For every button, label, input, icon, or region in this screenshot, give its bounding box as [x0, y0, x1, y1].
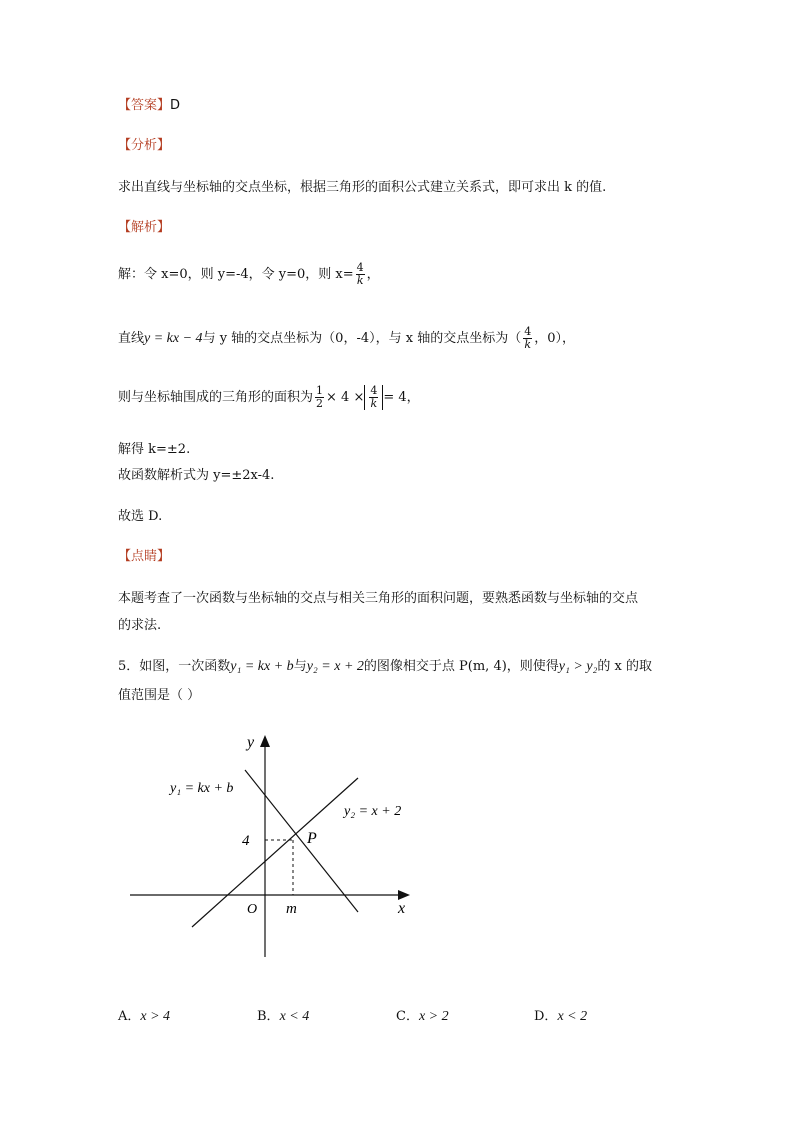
x-axis-label: x [398, 900, 406, 917]
y-axis-arrow [260, 735, 270, 747]
fraction-one-half [315, 385, 324, 410]
m-label: m [286, 901, 297, 917]
choice-letter: A． [118, 1009, 141, 1024]
comment-line-2: 的求法. [118, 618, 162, 633]
fraction-numerator: 1 [316, 384, 324, 397]
function-y1: y₁ = kx + b [230, 659, 294, 674]
solution-line-4: 解得 k=±2. [118, 442, 191, 457]
choice-letter: C． [396, 1009, 419, 1024]
times-4-times: × 4 × [326, 390, 365, 405]
fraction-numerator: 4 [356, 261, 364, 274]
line-y2 [192, 778, 358, 927]
solution-line-3-prefix: 则与坐标轴围成的三角形的面积为 [118, 390, 314, 405]
choice-value: x < 2 [557, 1009, 588, 1024]
line-y1 [245, 770, 358, 912]
choice-value: x > 2 [418, 1009, 449, 1024]
fraction-denominator: k [370, 397, 378, 410]
fraction-4-over-k [369, 385, 378, 410]
y-axis-label: y [247, 734, 255, 751]
four-label: 4 [242, 833, 250, 849]
fraction-denominator: k [524, 338, 532, 351]
solution-line-1 [118, 262, 380, 287]
x-axis-arrow [398, 890, 410, 900]
answer-line [118, 96, 180, 116]
fraction-numerator: 4 [524, 325, 532, 338]
fraction-4-over-k [356, 262, 365, 287]
solution-line-3-suffix: ， [406, 390, 420, 405]
solution-line-1-suffix: ， [366, 267, 380, 282]
absolute-value [364, 385, 383, 410]
solution-line-5: 故函数解析式为 y=±2x-4. [118, 468, 275, 483]
fraction-denominator: k [356, 274, 364, 287]
fraction-4-over-k [523, 326, 532, 351]
function-y2: y₂ = x + 2 [306, 659, 364, 674]
origin-label: O [247, 902, 258, 917]
y1-label: y₁ = kx + b [170, 781, 234, 796]
question-line-1 [118, 657, 652, 677]
line-formula: y = kx − 4 [144, 331, 203, 346]
answer-value: D [170, 98, 181, 113]
solution-line-2-prefix: 直线 [118, 331, 145, 346]
point-p-label: P [307, 830, 317, 847]
choice-letter: B． [257, 1009, 280, 1024]
question-end: 的 x 的取 [597, 659, 653, 674]
solution-tag: 【解析】 [118, 220, 171, 235]
solution-line-6: 故选 D. [118, 509, 163, 524]
inequality: y₁ > y₂ [558, 659, 598, 674]
question-line-2: 值范围是（ ） [118, 688, 201, 703]
question-middle: 的图像相交于点 P(m, 4)，则使得 [363, 659, 559, 674]
solution-line-2-suffix: ，0）， [534, 331, 575, 346]
solution-line-3 [118, 385, 420, 410]
question-with: 与 [293, 659, 307, 674]
choice-c [396, 1005, 449, 1025]
solution-line-1-prefix: 解：令 x=0，则 y=-4，令 y=0，则 x= [118, 267, 354, 282]
comment-line-1: 本题考查了一次函数与坐标轴的交点与相关三角形的面积问题，要熟悉函数与坐标轴的交点 [118, 591, 639, 606]
choice-value: x < 4 [279, 1009, 310, 1024]
equals-4: = 4 [383, 390, 407, 405]
choice-b [257, 1005, 309, 1025]
solution-line-2-middle: 与 y 轴的交点坐标为（0，-4），与 x 轴的交点坐标为（ [202, 331, 522, 346]
solution-line-2 [118, 326, 575, 351]
function-graph [120, 725, 430, 965]
choice-a [118, 1005, 170, 1025]
choice-letter: D． [534, 1009, 558, 1024]
choice-value: x > 4 [140, 1009, 171, 1024]
comment-tag: 【点睛】 [118, 549, 171, 564]
analysis-tag: 【分析】 [118, 138, 171, 153]
fraction-numerator: 4 [370, 384, 378, 397]
question-number: 5．如图，一次函数 [118, 659, 231, 674]
choice-d [534, 1005, 587, 1025]
fraction-denominator: 2 [316, 397, 324, 410]
y2-label: y₂ = x + 2 [344, 804, 402, 819]
analysis-text: 求出直线与坐标轴的交点坐标，根据三角形的面积公式建立关系式，即可求出 k 的值. [118, 180, 607, 195]
answer-tag: 【答案】 [118, 98, 171, 113]
